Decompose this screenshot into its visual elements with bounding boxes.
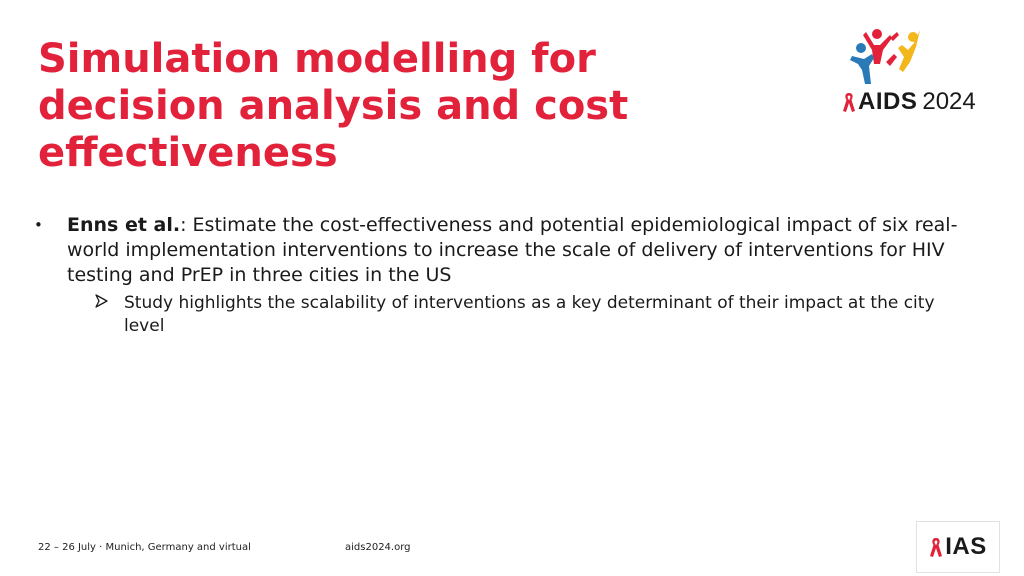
ias-ribbon-icon — [929, 536, 943, 558]
aids-ribbon-icon — [842, 91, 856, 113]
slide-title-line: decision analysis and cost — [38, 83, 629, 129]
footer-date-location: 22 – 26 July · Munich, Germany and virtual — [38, 542, 251, 553]
sub-bullet-item — [91, 292, 974, 338]
aids-2024-logo — [842, 28, 992, 123]
arrow-bullet-icon — [95, 294, 108, 308]
dancing-figures-icon — [850, 28, 922, 86]
slide-title-line: effectiveness — [38, 130, 338, 176]
ias-logo — [916, 521, 1000, 573]
bullet-marker: • — [34, 216, 43, 234]
aids-logo-year: 2024 — [922, 88, 976, 115]
slide-title — [38, 36, 758, 177]
sub-bullet-text: Study highlights the scalability of interventions as a key determinant of their impact at the city level — [124, 293, 935, 336]
bullet-text: : Estimate the cost-effectiveness and potential epidemiological impact of six real-world implementation interventions to increase the scale of delivery of interventions for HIV testing and PrEP in three cities in the US — [67, 214, 958, 286]
aids-logo-word: AIDS — [858, 88, 918, 115]
aids-2024-logo-text — [842, 88, 976, 116]
slide-title-line: Simulation modelling for — [38, 36, 596, 82]
bullet-item — [34, 213, 984, 288]
ias-logo-word: IAS — [945, 533, 987, 560]
footer-url: aids2024.org — [345, 542, 411, 553]
slide-content — [34, 213, 984, 338]
bullet-label: Enns et al. — [67, 214, 181, 236]
